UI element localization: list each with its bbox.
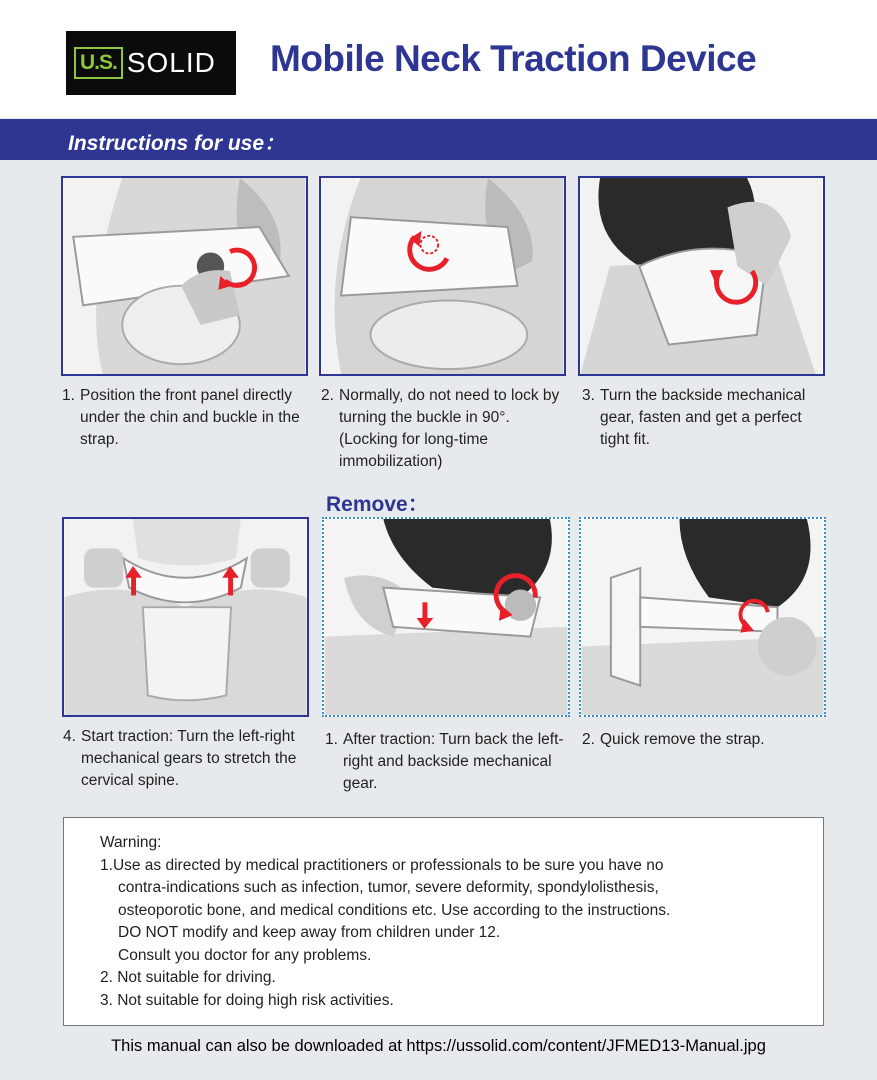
warning-title: Warning: bbox=[100, 834, 162, 851]
warning-box bbox=[63, 817, 824, 1026]
remove-step-2-text: 2. Quick remove the strap. bbox=[582, 731, 765, 748]
warning-item-1-line-2: contra-indications such as infection, tumor, severe deformity, spondylolisthesis, bbox=[118, 879, 659, 896]
illustration-remove-1 bbox=[322, 517, 570, 717]
logo-us-text: U.S. bbox=[74, 47, 123, 79]
illustration-step-1 bbox=[61, 176, 308, 376]
illustration-step-3 bbox=[578, 176, 825, 376]
illustration-remove-2 bbox=[579, 517, 826, 717]
step-2-text: 2. Normally, do not need to lock by turning the buckle in 90°. (Locking for long-time immobilization) bbox=[321, 387, 560, 470]
warning-item-1-line-4: DO NOT modify and keep away from children under 12. bbox=[118, 924, 501, 941]
step-4-text: 4. Start traction: Turn the left-right mechanical gears to stretch the cervical spine. bbox=[63, 728, 297, 789]
footer-download-note: This manual can also be downloaded at https://ussolid.com/content/JFMED13-Manual.jpg bbox=[111, 1037, 766, 1055]
header-area bbox=[0, 0, 877, 118]
warning-item-1-line-3: osteoporotic bone, and medical conditions etc. Use according to the instructions. bbox=[118, 901, 671, 919]
page-title: Mobile Neck Traction Device bbox=[270, 38, 757, 79]
step-1-text: 1. Position the front panel directly under the chin and buckle in the strap. bbox=[62, 387, 300, 448]
remove-step-1-text: 1. After traction: Turn back the left-right and backside mechanical gear. bbox=[325, 731, 564, 792]
logo-solid-text: SOLID bbox=[126, 47, 216, 78]
illustration-step-4 bbox=[62, 517, 309, 717]
warning-item-1-line-1: 1.Use as directed by medical practitioners or professionals to be sure you have no bbox=[100, 856, 664, 874]
warning-item-2: 2. Not suitable for driving. bbox=[100, 969, 276, 986]
warning-item-1-line-5: Consult you doctor for any problems. bbox=[118, 946, 372, 964]
section-title: Instructions for use： bbox=[68, 132, 286, 155]
remove-title: Remove： bbox=[326, 493, 429, 516]
illustration-step-2 bbox=[319, 176, 566, 376]
brand-logo bbox=[66, 31, 236, 95]
step-3-text: 3. Turn the backside mechanical gear, fasten and get a perfect tight fit. bbox=[582, 387, 806, 448]
section-band bbox=[0, 119, 877, 160]
warning-item-3: 3. Not suitable for doing high risk activities. bbox=[100, 991, 394, 1009]
